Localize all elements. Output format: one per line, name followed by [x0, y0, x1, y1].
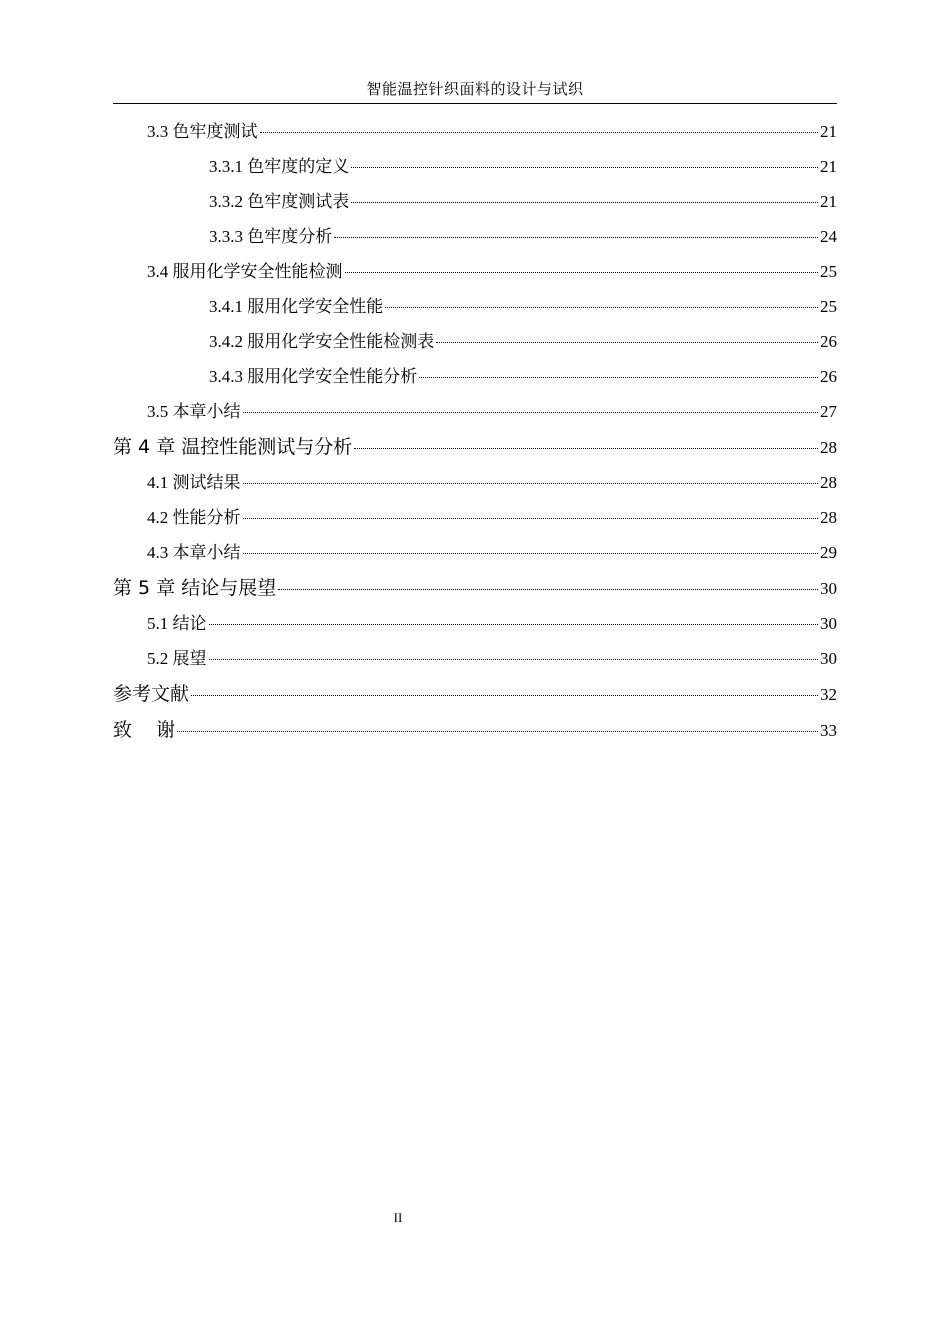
- toc-entry[interactable]: [113, 114, 837, 149]
- toc-entry-page: 28: [820, 473, 837, 492]
- toc-dot-leader: [243, 501, 819, 519]
- running-header: 智能温控针织面料的设计与试织: [366, 82, 584, 98]
- toc-entry-label: 3.3.1 色牢度的定义: [209, 157, 350, 176]
- toc-entry-page: 27: [820, 402, 837, 421]
- toc-dot-leader: [351, 185, 818, 203]
- toc-entry[interactable]: [113, 254, 837, 289]
- toc-dot-leader: [243, 466, 819, 484]
- toc-chapter-entry[interactable]: [113, 676, 837, 712]
- toc-dot-leader: [243, 395, 819, 413]
- toc-dot-leader: [334, 220, 818, 238]
- toc-entry[interactable]: [113, 149, 837, 184]
- toc-dot-leader: [354, 429, 818, 449]
- toc-entry[interactable]: [113, 324, 837, 359]
- toc-entry[interactable]: [113, 535, 837, 570]
- toc-entry-page: 25: [820, 297, 837, 316]
- toc-dot-leader: [278, 570, 818, 590]
- toc-dot-leader: [243, 536, 819, 554]
- toc-entry-label: 3.4.1 服用化学安全性能: [209, 297, 384, 316]
- toc-chapter-entry[interactable]: [113, 712, 837, 748]
- toc-entry-page: 32: [820, 685, 837, 704]
- toc-entry-page: 24: [820, 227, 837, 246]
- toc-entry-page: 26: [820, 367, 837, 386]
- toc-entry-label: 第 5 章 结论与展望: [113, 577, 277, 599]
- toc-entry-page: 21: [820, 192, 837, 211]
- toc-entry-page: 21: [820, 157, 837, 176]
- toc-entry-label: 5.2 展望: [147, 649, 207, 668]
- toc-entry-page: 29: [820, 543, 837, 562]
- toc-entry[interactable]: [113, 359, 837, 394]
- toc-entry-page: 30: [820, 614, 837, 633]
- toc-dot-leader: [260, 115, 819, 133]
- toc-entry[interactable]: [113, 465, 837, 500]
- toc-entry-page: 28: [820, 438, 837, 457]
- toc-dot-leader: [209, 607, 819, 625]
- table-of-contents: [113, 114, 837, 748]
- toc-dot-leader: [436, 325, 818, 343]
- toc-entry-page: 26: [820, 332, 837, 351]
- page-number: II: [393, 1210, 403, 1225]
- toc-entry[interactable]: [113, 184, 837, 219]
- toc-entry[interactable]: [113, 606, 837, 641]
- header-rule: [113, 103, 837, 104]
- toc-entry-label: 参考文献: [113, 683, 190, 705]
- toc-entry-label: 3.5 本章小结: [147, 402, 241, 421]
- toc-entry-page: 33: [820, 721, 837, 740]
- toc-entry-label: 3.4 服用化学安全性能检测: [147, 262, 343, 281]
- toc-entry-label: 3.4.2 服用化学安全性能检测表: [209, 332, 435, 351]
- toc-entry[interactable]: [113, 394, 837, 429]
- toc-entry-label: 第 4 章 温控性能测试与分析: [113, 436, 353, 458]
- toc-entry-label: 4.2 性能分析: [147, 508, 241, 527]
- toc-entry-label: 4.3 本章小结: [147, 543, 241, 562]
- toc-entry-page: 28: [820, 508, 837, 527]
- toc-entry-label: 4.1 测试结果: [147, 473, 241, 492]
- toc-entry-page: 30: [820, 649, 837, 668]
- toc-entry-label: 3.3 色牢度测试: [147, 122, 258, 141]
- toc-dot-leader: [345, 255, 819, 273]
- toc-dot-leader: [177, 712, 818, 732]
- toc-entry[interactable]: [113, 289, 837, 324]
- toc-entry-label: 致 谢: [113, 719, 176, 741]
- toc-dot-leader: [191, 676, 818, 696]
- toc-entry[interactable]: [113, 219, 837, 254]
- toc-dot-leader: [385, 290, 818, 308]
- toc-dot-leader: [351, 150, 818, 168]
- toc-entry-page: 25: [820, 262, 837, 281]
- toc-entry-label: 3.3.3 色牢度分析: [209, 227, 333, 246]
- toc-entry-label: 5.1 结论: [147, 614, 207, 633]
- toc-chapter-entry[interactable]: [113, 570, 837, 606]
- toc-entry-label: 3.3.2 色牢度测试表: [209, 192, 350, 211]
- toc-dot-leader: [419, 360, 818, 378]
- toc-entry[interactable]: [113, 641, 837, 676]
- toc-entry[interactable]: [113, 500, 837, 535]
- toc-entry-label: 3.4.3 服用化学安全性能分析: [209, 367, 418, 386]
- toc-entry-page: 30: [820, 579, 837, 598]
- toc-chapter-entry[interactable]: [113, 429, 837, 465]
- toc-dot-leader: [209, 642, 819, 660]
- toc-entry-page: 21: [820, 122, 837, 141]
